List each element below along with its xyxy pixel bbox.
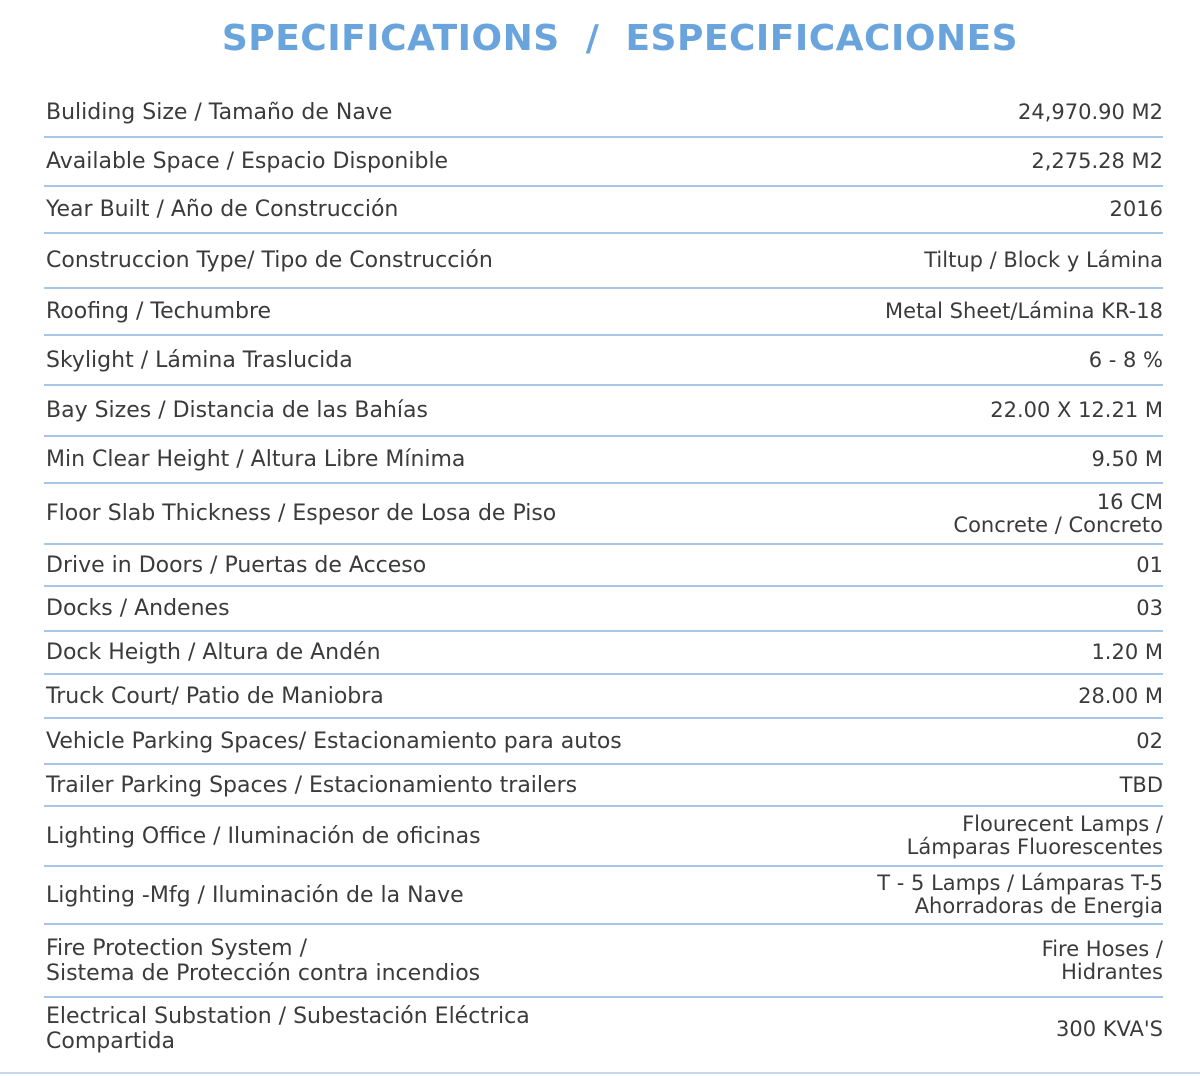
spec-value: 24,970.90 M2	[1017, 100, 1163, 124]
page-title: SPECIFICATIONS / ESPECIFICACIONES	[221, 18, 1019, 59]
spec-label: Min Clear Height / Altura Libre Mínima	[46, 447, 466, 472]
spec-label: Roofing / Techumbre	[46, 299, 272, 324]
spec-row-electrical-substation	[44, 998, 1163, 1060]
spec-row-trailer-parking	[44, 765, 1163, 807]
spec-value: 28.00 M	[1078, 683, 1163, 708]
spec-value: 03	[1136, 596, 1163, 620]
spec-row-truck-court	[44, 675, 1163, 719]
spec-value: 16 CM Concrete / Concreto	[953, 489, 1163, 537]
spec-value: Tiltup / Block y Lámina	[924, 248, 1163, 272]
spec-value: Flourecent Lamps / Lámparas Fluorescentes	[906, 812, 1163, 859]
spec-row-fire-protection	[44, 925, 1163, 998]
spec-value: Metal Sheet/Lámina KR-18	[885, 299, 1163, 323]
spec-value: 1.20 M	[1091, 640, 1163, 664]
spec-value: Fire Hoses / Hidrantes	[1041, 936, 1163, 984]
spec-label: Lighting -Mfg / Iluminación de la Nave	[46, 882, 464, 908]
spec-label: Electrical Substation / Subestación Eléctrica Compartida	[46, 1004, 530, 1054]
spec-value: 01	[1136, 552, 1163, 577]
spec-row-min-clear-height	[44, 437, 1163, 484]
spec-label: Construccion Type/ Tipo de Construcción	[46, 248, 493, 273]
spec-label: Fire Protection System / Sistema de Protección contra incendios	[46, 935, 481, 986]
spec-value: 2,275.28 M2	[1031, 149, 1163, 173]
spec-row-bay-sizes	[44, 386, 1163, 437]
spec-label: Buliding Size / Tamaño de Nave	[46, 100, 393, 125]
spec-label: Skylight / Lámina Traslucida	[46, 347, 353, 373]
spec-value: 300 KVA'S	[1055, 1016, 1163, 1041]
spec-value: 9.50 M	[1091, 447, 1163, 471]
spec-label: Year Built / Año de Construcción	[46, 197, 399, 222]
spec-value: 2016	[1109, 197, 1163, 221]
spec-label: Docks / Andenes	[46, 596, 230, 621]
spec-value: 22.00 X 12.21 M	[990, 398, 1163, 422]
spec-label: Drive in Doors / Puertas de Acceso	[46, 552, 427, 578]
spec-label: Dock Heigth / Altura de Andén	[46, 640, 381, 665]
spec-row-lighting-mfg	[44, 867, 1163, 925]
spec-row-docks	[44, 587, 1163, 632]
spec-value: TBD	[1119, 772, 1163, 797]
spec-label: Floor Slab Thickness / Espesor de Losa de Piso	[46, 501, 557, 526]
spec-label: Available Space / Espacio Disponible	[46, 149, 449, 174]
spec-label: Truck Court/ Patio de Maniobra	[46, 683, 384, 709]
spec-row-vehicle-parking	[44, 719, 1163, 765]
spec-row-available-space	[44, 138, 1163, 187]
spec-row-roofing	[44, 289, 1163, 336]
spec-label: Bay Sizes / Distancia de las Bahías	[46, 398, 428, 423]
spec-value: 02	[1136, 728, 1163, 753]
spec-row-drive-in-doors	[44, 545, 1163, 587]
specifications-table	[44, 89, 1163, 1060]
spec-value: T - 5 Lamps / Lámparas T-5 Ahorradoras de Energia	[877, 871, 1163, 918]
spec-row-dock-height	[44, 632, 1163, 675]
spec-row-construction-type	[44, 234, 1163, 289]
spec-row-lighting-office	[44, 807, 1163, 867]
bottom-divider	[0, 1072, 1200, 1074]
spec-row-skylight	[44, 336, 1163, 386]
spec-label: Trailer Parking Spaces / Estacionamiento trailers	[46, 772, 578, 798]
spec-row-building-size	[44, 89, 1163, 138]
spec-value: 6 - 8 %	[1088, 347, 1163, 372]
spec-label: Lighting Office / Iluminación de oficinas	[46, 823, 481, 849]
spec-row-floor-slab	[44, 484, 1163, 545]
spec-label: Vehicle Parking Spaces/ Estacionamiento para autos	[46, 728, 622, 754]
spec-row-year-built	[44, 187, 1163, 234]
